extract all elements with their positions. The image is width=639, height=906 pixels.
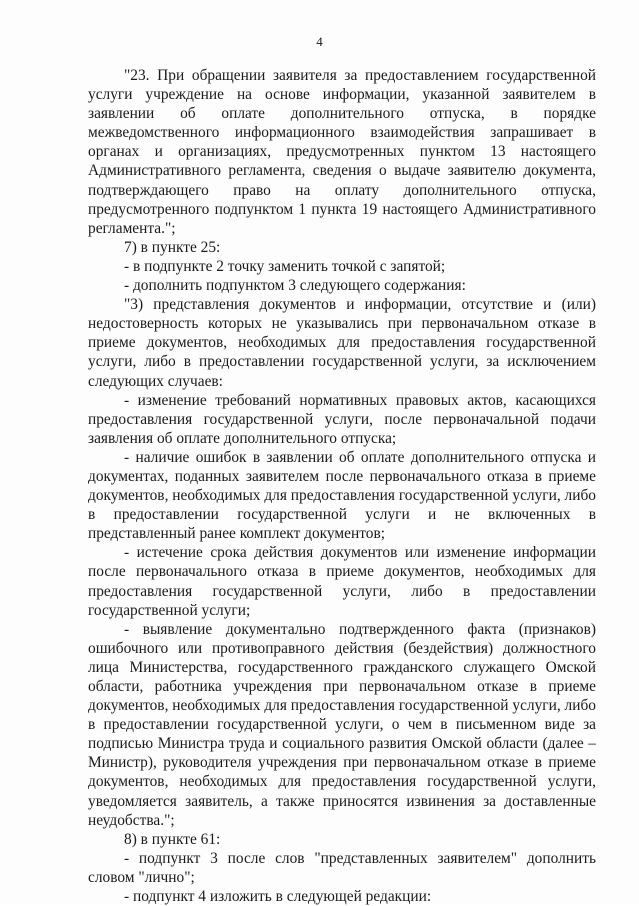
paragraph-case-2: - наличие ошибок в заявлении об оплате дополнительного отпуска и документах, поданных заявителем после первоначального отказа в приеме документов, необходимых для предоставления государственной услуги, либо в предоставлении государственной услуги и не включенных в представленный ранее комплект документов;: [88, 448, 596, 543]
paragraph-item-8: 8) в пункте 61:: [124, 830, 221, 848]
paragraph-item-8-sub-4: - подпункт 4 изложить в следующей редакции:: [124, 888, 432, 906]
paragraph-case-4: - выявление документально подтвержденного факта (признаков) ошибочного или противоправного действия (бездействия) должностного лица Министерства, государственного гражданского служащего Омской области, работника учреждения при первоначальном отказе в приеме документов, необходимых для предоставления государственной услуги, либо в предоставлении государственной услуги, о чем в письменном виде за подписью Министра труда и социального развития Омской области (далее – Министр), руководителя учреждения при первоначальном отказе в приеме документов, необходимых для предоставления государственной услуги, уведомляется заявитель, а также приносятся извинения за доставленные неудобства.";: [88, 620, 596, 829]
page-number: 4: [316, 34, 323, 49]
paragraph-item-7-sub-3: - дополнить подпунктом 3 следующего содержания:: [124, 277, 466, 295]
document-body: [88, 66, 596, 906]
paragraph-item-7: 7) в пункте 25:: [124, 238, 221, 256]
paragraph-23: "23. При обращении заявителя за предоставлением государственной услуги учреждение на основе информации, указанной заявителем в заявлении об оплате дополнительного отпуска, в порядке межведомственного информационного взаимодействия запрашивает в органах и организациях, предусмотренных пунктом 13 настоящего Административного регламента, сведения о выдаче заявителю документа, подтверждающего право на оплату дополнительного отпуска, предусмотренного подпунктом 1 пункта 19 настоящего Административного регламента.";: [88, 67, 596, 237]
paragraph-case-1: - изменение требований нормативных правовых актов, касающихся предоставления государственной услуги, после первоначальной подачи заявления об оплате дополнительного отпуска;: [88, 391, 596, 447]
paragraph-case-3: - истечение срока действия документов или изменение информации после первоначального отказа в приеме документов, необходимых для предоставления государственной услуги, либо в предоставлении государственной услуги;: [88, 544, 596, 619]
paragraph-sub-3-text: "3) представления документов и информации, отсутствие и (или) недостоверность которых не указывались при первоначальном отказе в приеме документов, необходимых для предоставления государственной услуги, либо в предоставлении государственной услуги, за исключением следующих случаев:: [88, 296, 596, 390]
paragraph-item-8-sub-3: - подпункт 3 после слов "представленных заявителем" дополнить словом "лично";: [88, 849, 596, 886]
paragraph-item-7-sub-2: - в подпункте 2 точку заменить точкой с запятой;: [124, 257, 446, 275]
